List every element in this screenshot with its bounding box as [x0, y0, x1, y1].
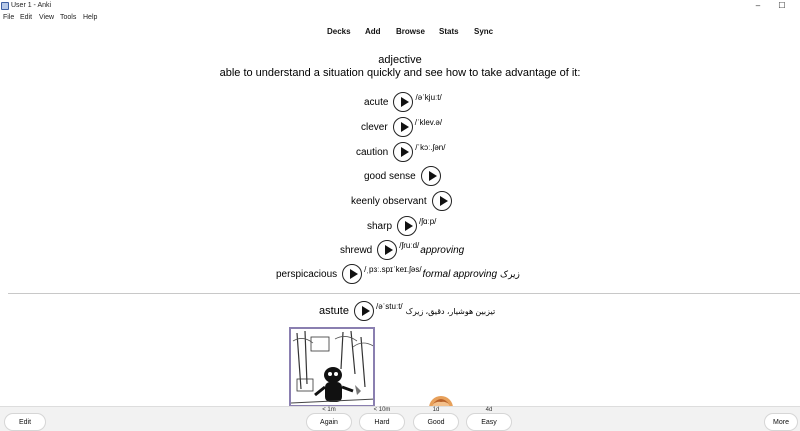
- play-audio-icon[interactable]: [393, 142, 413, 162]
- easy-interval: 4d: [485, 407, 493, 413]
- part-of-speech: adjective: [378, 54, 422, 66]
- synonym-word: perspicacious: [276, 268, 338, 280]
- add-link[interactable]: Add: [365, 27, 381, 36]
- answer-persian-translation: تیزبین هوشیار، دقیق، زیرک: [405, 306, 496, 316]
- decks-link[interactable]: Decks: [327, 27, 351, 36]
- menu-bar: [0, 12, 800, 23]
- synonym-word: sharp: [367, 220, 393, 232]
- synonym-word: acute: [364, 96, 389, 108]
- synonym-row: [367, 216, 436, 236]
- maximize-icon[interactable]: ☐: [778, 1, 786, 10]
- synonym-row: [276, 264, 520, 284]
- answer-word: astute: [319, 305, 349, 317]
- cartoon-drawing: [291, 329, 375, 406]
- synonym-word: shrewd: [340, 244, 373, 256]
- again-button[interactable]: Again: [306, 413, 352, 431]
- window-title: User 1 - Anki: [11, 2, 52, 9]
- synonym-row: [340, 240, 464, 260]
- synonym-row: [361, 117, 442, 137]
- card-view: [0, 44, 800, 406]
- more-button[interactable]: More: [764, 413, 798, 431]
- pronunciation: /ʃɑːp/: [419, 216, 437, 226]
- pronunciation: /ˌpɜː.spɪˈkeɪ.ʃəs/: [364, 264, 422, 274]
- play-audio-icon[interactable]: [393, 117, 413, 137]
- easy-button[interactable]: Easy: [466, 413, 512, 431]
- minimize-icon[interactable]: –: [755, 1, 761, 10]
- synonym-row: [351, 191, 452, 211]
- play-audio-icon[interactable]: [354, 301, 374, 321]
- main-toolbar: [0, 23, 800, 43]
- menu-help[interactable]: Help: [83, 14, 98, 21]
- avatar: [429, 396, 453, 406]
- answer-pronunciation: /əˈstuːt/: [375, 301, 403, 311]
- cartoon-image: [289, 327, 375, 406]
- menu-edit[interactable]: Edit: [20, 14, 33, 21]
- menu-file[interactable]: File: [3, 14, 15, 21]
- play-audio-icon[interactable]: [342, 264, 362, 284]
- play-audio-icon[interactable]: [432, 191, 452, 211]
- good-interval: 1d: [432, 407, 440, 413]
- answer-bar: [0, 406, 800, 431]
- stats-link[interactable]: Stats: [439, 27, 459, 36]
- anki-app-icon: [1, 2, 9, 10]
- persian-translation: زیرک: [500, 268, 520, 279]
- hard-button[interactable]: Hard: [359, 413, 405, 431]
- edit-button[interactable]: Edit: [4, 413, 46, 431]
- pronunciation: /ˈklev.ə/: [414, 117, 443, 127]
- play-audio-icon[interactable]: [421, 166, 441, 186]
- synonym-word: keenly observant: [351, 195, 427, 207]
- menu-view[interactable]: View: [39, 14, 55, 21]
- usage-note: formal approving: [422, 268, 498, 280]
- synonym-word: caution: [356, 146, 389, 158]
- sync-link[interactable]: Sync: [474, 27, 494, 36]
- definition: able to understand a situation quickly and see how to take advantage of it:: [219, 67, 581, 79]
- pronunciation: /ʃruːd/: [399, 240, 420, 250]
- hard-interval: < 10m: [373, 407, 391, 413]
- usage-note: approving: [420, 244, 465, 256]
- synonym-row: [364, 166, 441, 186]
- play-audio-icon[interactable]: [377, 240, 397, 260]
- good-button[interactable]: Good: [413, 413, 459, 431]
- pronunciation: /ˈkɔː.ʃən/: [415, 142, 446, 152]
- answer-row: [319, 301, 495, 321]
- menu-tools[interactable]: Tools: [60, 14, 77, 21]
- pronunciation: /əˈkjuːt/: [415, 92, 442, 102]
- play-audio-icon[interactable]: [397, 216, 417, 236]
- again-interval: < 1m: [322, 407, 336, 413]
- synonym-row: [364, 92, 442, 112]
- play-audio-icon[interactable]: [393, 92, 413, 112]
- title-bar: [0, 0, 800, 12]
- synonym-row: [356, 142, 445, 162]
- answer-divider: [8, 293, 800, 294]
- synonym-word: clever: [361, 121, 388, 133]
- browse-link[interactable]: Browse: [396, 27, 425, 36]
- avatar-face: [429, 396, 453, 406]
- synonym-word: good sense: [364, 170, 416, 182]
